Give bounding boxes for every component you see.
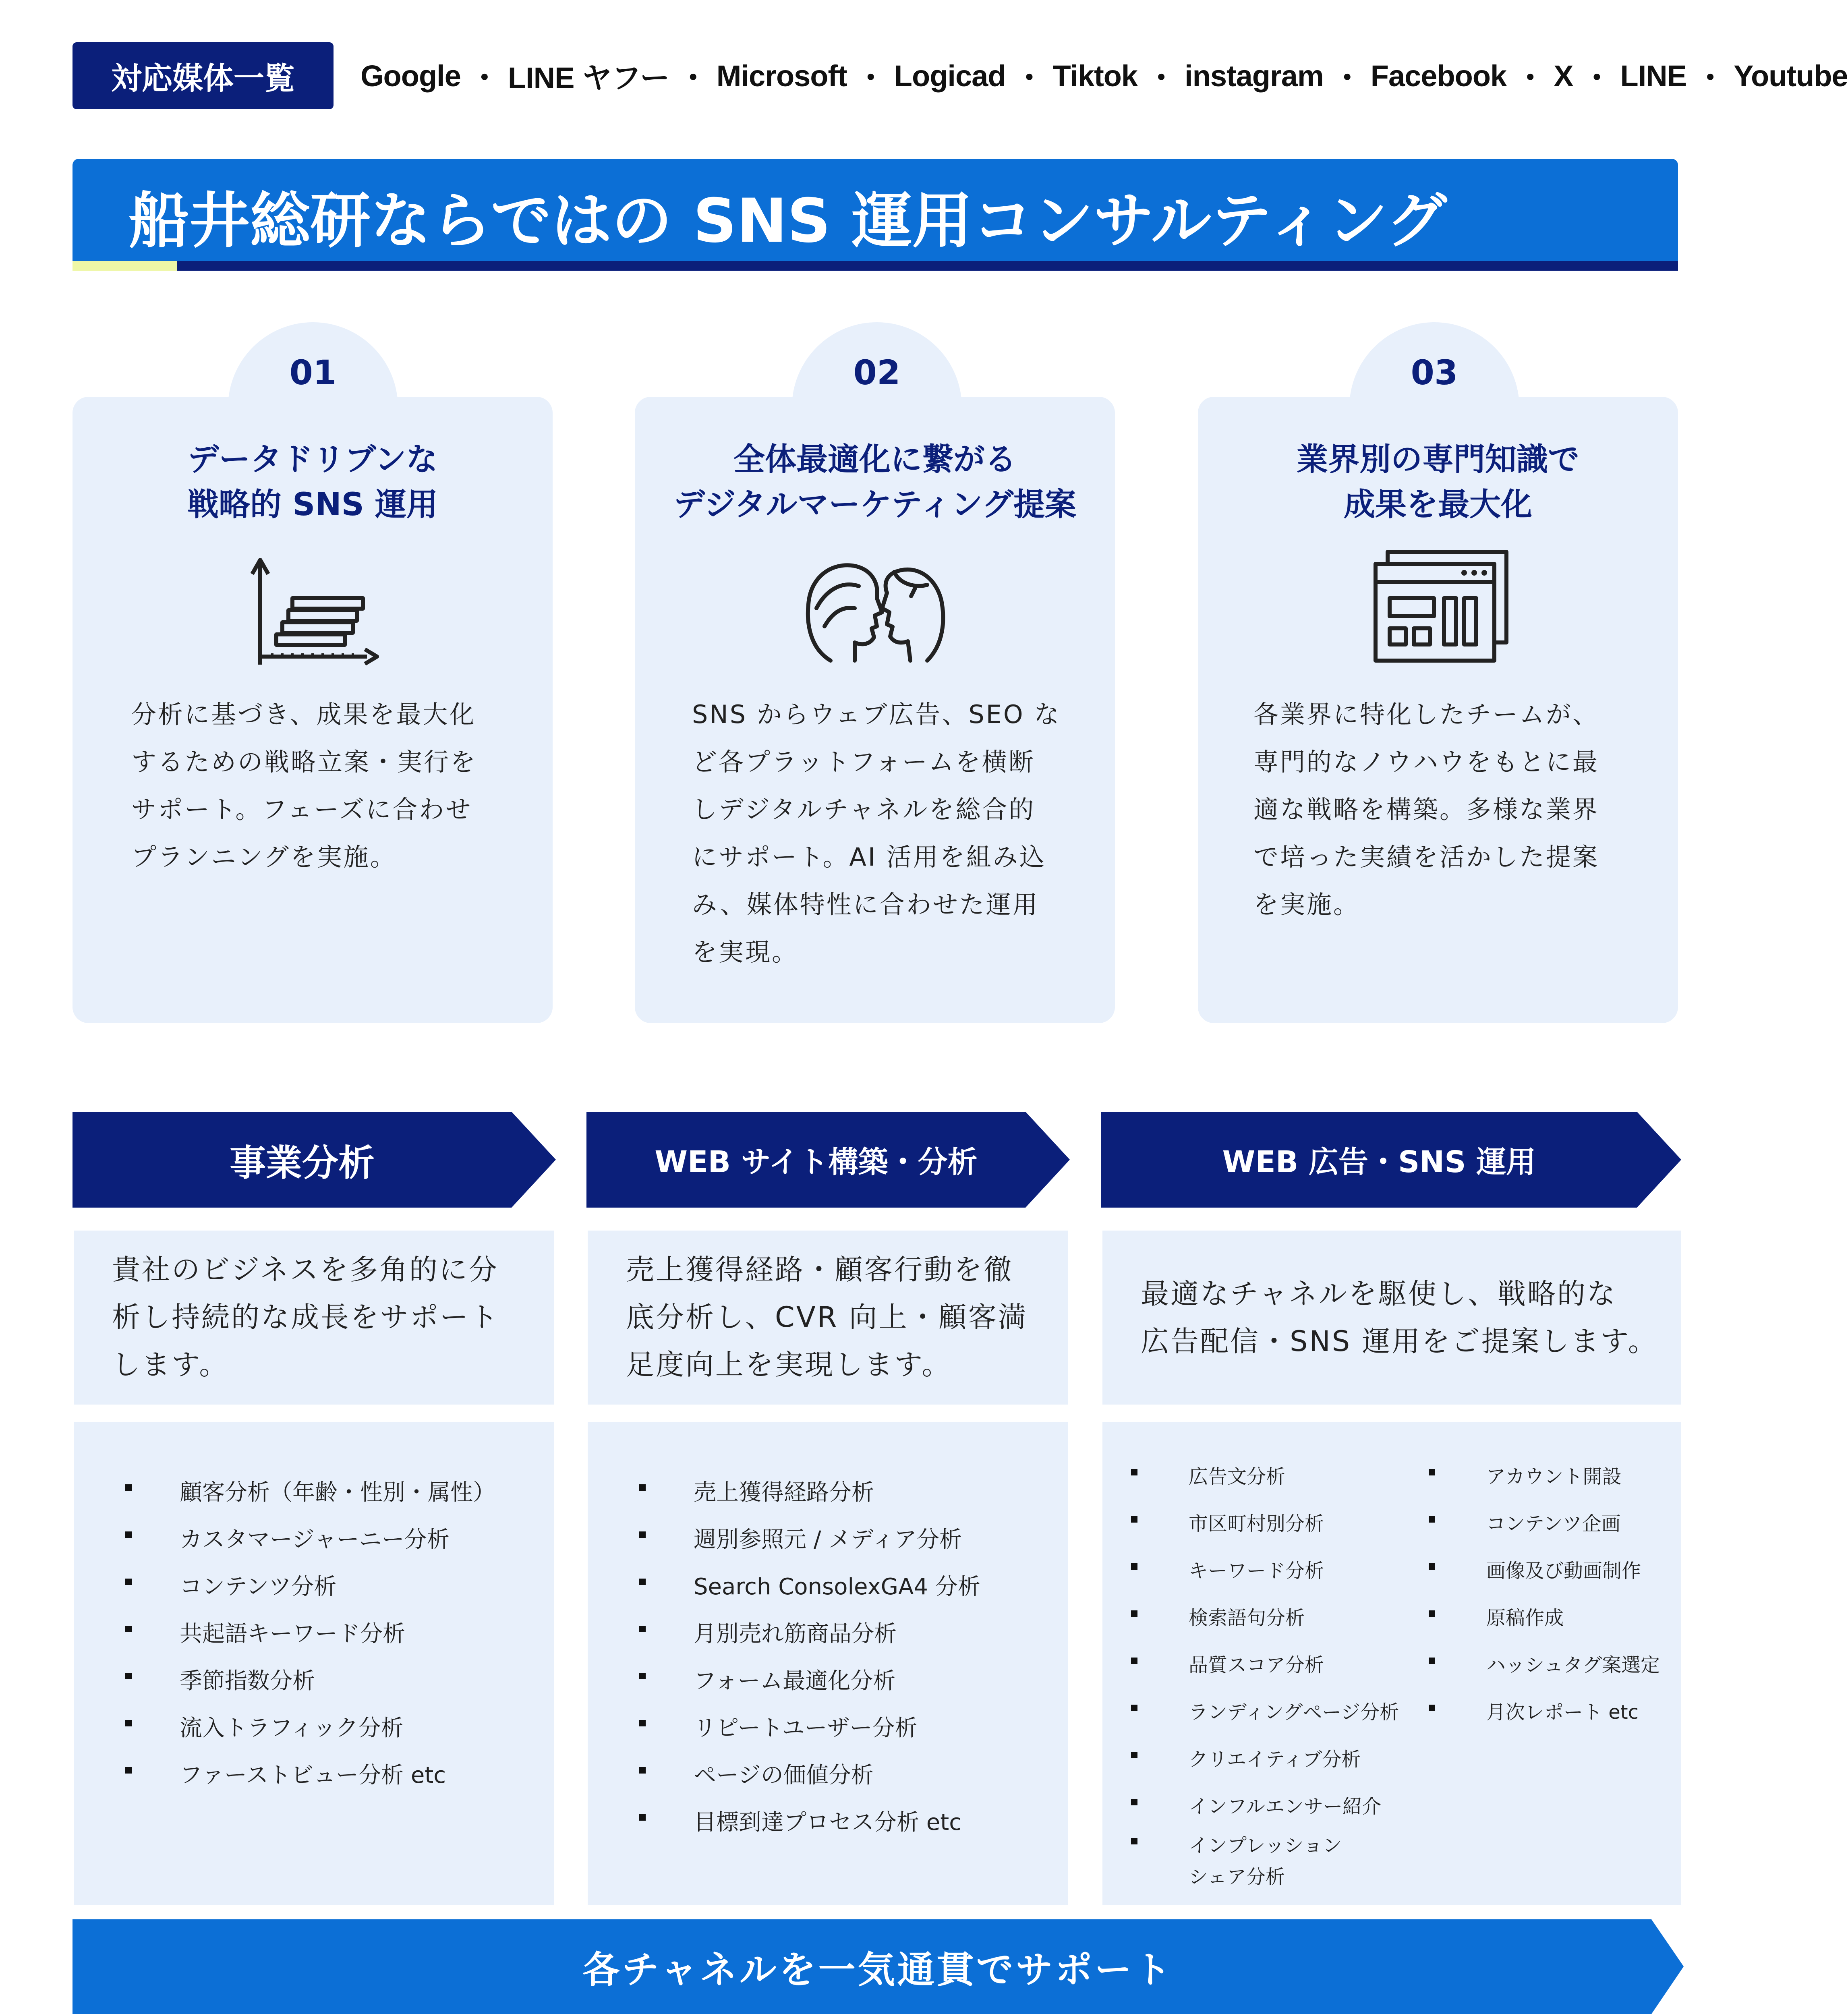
list-item: 月次レポート etc — [1429, 1692, 1670, 1724]
feature-number: 03 — [1411, 353, 1458, 392]
service-description: 売上獲得経路・顧客行動を徹 底分析し、CVR 向上・顧客満 足度向上を実現します。 — [626, 1253, 1028, 1381]
list-item: 共起語キーワード分析 — [125, 1613, 528, 1645]
list-item: Search ConsolexGA4 分析 — [639, 1566, 1042, 1598]
footer-label: 各チャネルを一気通貫でサポート — [582, 1948, 1174, 1991]
media-list — [360, 52, 1848, 99]
service-header-business-analysis: 事業分析 — [73, 1112, 556, 1208]
list-item: 検索語句分析 — [1131, 1598, 1413, 1630]
media-item: Tiktok — [1052, 59, 1138, 93]
list-item: 流入トラフィック分析 — [125, 1707, 528, 1739]
feature-description: 分析に基づき、成果を最大化 するための戦略立案・実行を サポート。フェーズに合わせ プランニングを実施。 — [131, 700, 477, 872]
media-item: Youtube — [1734, 59, 1848, 93]
list-item: コンテンツ分析 — [125, 1566, 528, 1598]
footer-banner — [73, 1919, 1684, 2014]
list-item: 広告文分析 — [1131, 1456, 1413, 1488]
list-item: カスタマージャーニー分析 — [125, 1519, 528, 1551]
service-description: 最適なチャネルを駆使し、戦略的な 広告配信・SNS 運用をご提案します。 — [1141, 1277, 1658, 1358]
feature-description: SNS からウェブ広告、SEO な ど各プラットフォームを横断 しデジタルチャネルを総合的 にサポート。AI 活用を組み込 み、媒体特性に合わせた運用 を実現。 — [692, 700, 1061, 967]
list-item: 月別売れ筋商品分析 — [639, 1613, 1042, 1645]
media-item: LINE ヤフー — [508, 61, 669, 95]
service-header-web-site: WEB サイト構築・分析 — [586, 1112, 1070, 1208]
two-heads-icon — [794, 548, 955, 669]
list-item: アカウント開設 — [1429, 1456, 1670, 1488]
list-item: 市区町村別分析 — [1131, 1503, 1413, 1535]
list-item: インフルエンサー紹介 — [1131, 1786, 1413, 1818]
feature-description: 各業界に特化したチームが、 専門的なノウハウをもとに最 適な戦略を構築。多様な業界 で培った実績を活かした提案 を実施。 — [1253, 700, 1599, 919]
media-item: Microsoft — [716, 59, 847, 93]
list-item: 原稿作成 — [1429, 1598, 1670, 1630]
media-item: LINE — [1620, 59, 1687, 93]
list-item: 週別参照元 / メディア分析 — [639, 1519, 1042, 1551]
list-item: クリエイティブ分析 — [1131, 1739, 1413, 1771]
media-separator: ・ — [469, 61, 499, 95]
service-description: 貴社のビジネスを多角的に分 析し持続的な成長をサポート します。 — [112, 1253, 499, 1381]
media-item: Facebook — [1370, 59, 1507, 93]
feature-number: 02 — [853, 353, 901, 392]
service-header-web-ads-sns: WEB 広告・SNS 運用 — [1101, 1112, 1681, 1208]
list-item-continuation: シェア分析 — [1189, 1866, 1285, 1888]
list-item: 画像及び動画制作 — [1429, 1550, 1670, 1583]
service-item-list — [74, 1422, 554, 1905]
media-item: X — [1554, 59, 1573, 93]
media-item: Logicad — [894, 59, 1006, 93]
list-item: ページの価値分析 — [639, 1754, 1042, 1786]
feature-title: 全体最適化に繋がる デジタルマーケティング提案 — [673, 441, 1076, 523]
list-item: リピートユーザー分析 — [639, 1707, 1042, 1739]
media-separator: ・ — [1515, 61, 1545, 95]
service-description-box — [74, 1231, 554, 1405]
list-item: 品質スコア分析 — [1131, 1645, 1413, 1677]
feature-number: 01 — [289, 353, 337, 392]
browser-window-icon — [1357, 548, 1519, 669]
list-item: ファーストビュー分析 etc — [125, 1754, 528, 1786]
media-separator: ・ — [1582, 61, 1612, 95]
feature-title: 業界別の専門知識で 成果を最大化 — [1296, 441, 1579, 523]
media-separator: ・ — [1146, 61, 1176, 95]
banner-underline-accent — [73, 261, 177, 271]
list-item: 季節指数分析 — [125, 1660, 528, 1692]
list-item: 売上獲得経路分析 — [639, 1471, 1042, 1504]
list-item: ランディングページ分析 — [1131, 1692, 1413, 1724]
media-separator: ・ — [1014, 61, 1044, 95]
list-item: フォーム最適化分析 — [639, 1660, 1042, 1692]
media-item: instagram — [1185, 59, 1324, 93]
media-badge: 対応媒体一覧 — [73, 42, 334, 109]
list-item: コンテンツ企画 — [1429, 1503, 1670, 1535]
banner-underline — [177, 261, 1678, 271]
bar-chart-icon — [232, 548, 393, 669]
feature-title: データドリブンな 戦略的 SNS 運用 — [187, 441, 438, 523]
service-item-list — [588, 1422, 1068, 1905]
media-separator: ・ — [856, 61, 885, 95]
service-description-box — [588, 1231, 1068, 1405]
service-item-list — [1102, 1422, 1681, 1905]
list-item: キーワード分析 — [1131, 1550, 1413, 1583]
list-item: インプレッション — [1131, 1825, 1413, 1857]
list-item: 顧客分析（年齢・性別・属性） — [125, 1471, 528, 1504]
banner-title: 船井総研ならではの SNS 運用コンサルティング — [129, 186, 1447, 256]
service-description-box — [1102, 1231, 1681, 1405]
list-item: ハッシュタグ案選定 — [1429, 1645, 1670, 1677]
media-separator: ・ — [678, 61, 708, 95]
list-item: 目標到達プロセス分析 etc — [639, 1801, 1042, 1834]
media-separator: ・ — [1695, 61, 1725, 95]
media-item: Google — [360, 59, 461, 93]
media-separator: ・ — [1332, 61, 1362, 95]
